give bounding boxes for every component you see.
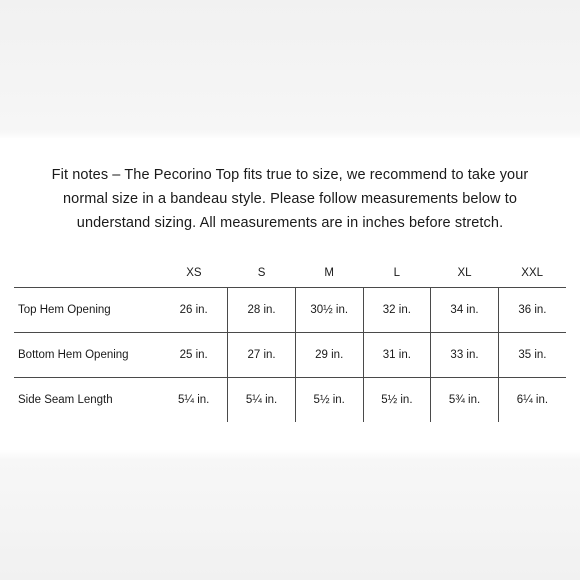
table-cell: 31 in. (363, 333, 431, 378)
table-cell: 5¾ in. (431, 378, 499, 423)
table-cell: 27 in. (228, 333, 296, 378)
table-cell: 25 in. (160, 333, 228, 378)
size-header-m: M (295, 258, 363, 288)
size-header-s: S (228, 258, 296, 288)
table-cell: 29 in. (295, 333, 363, 378)
table-cell: 6¼ in. (498, 378, 566, 423)
table-cell: 33 in. (431, 333, 499, 378)
size-header-xs: XS (160, 258, 228, 288)
row-label: Bottom Hem Opening (14, 333, 160, 378)
size-table-header (14, 258, 566, 288)
table-cell: 5¼ in. (228, 378, 296, 423)
size-table (14, 258, 566, 422)
table-cell: 34 in. (431, 288, 499, 333)
table-row-side-seam-length (14, 378, 566, 423)
row-label: Side Seam Length (18, 394, 113, 406)
table-cell: 32 in. (363, 288, 431, 333)
table-cell: 5¼ in. (178, 394, 210, 406)
table-row-top-hem-opening (14, 288, 566, 333)
size-header-xl: XL (431, 258, 499, 288)
size-header-l: L (363, 258, 431, 288)
size-header-xxl: XXL (498, 258, 566, 288)
header-empty-cell (14, 258, 160, 288)
table-cell: 5½ in. (295, 378, 363, 423)
fit-notes: Fit notes – The Pecorino Top fits true to size, we recommend to take your normal size in a bandeau style. Please follow measurements below to understand sizing. All measurements are in inches before stretch. (51, 167, 529, 231)
table-row-bottom-hem-opening (14, 333, 566, 378)
table-cell: 35 in. (498, 333, 566, 378)
row-label: Top Hem Opening (14, 288, 160, 333)
table-cell: 30½ in. (295, 288, 363, 333)
table-cell: 26 in. (160, 288, 228, 333)
table-cell: 36 in. (498, 288, 566, 333)
table-cell: 5½ in. (363, 378, 431, 423)
table-cell: 28 in. (228, 288, 296, 333)
